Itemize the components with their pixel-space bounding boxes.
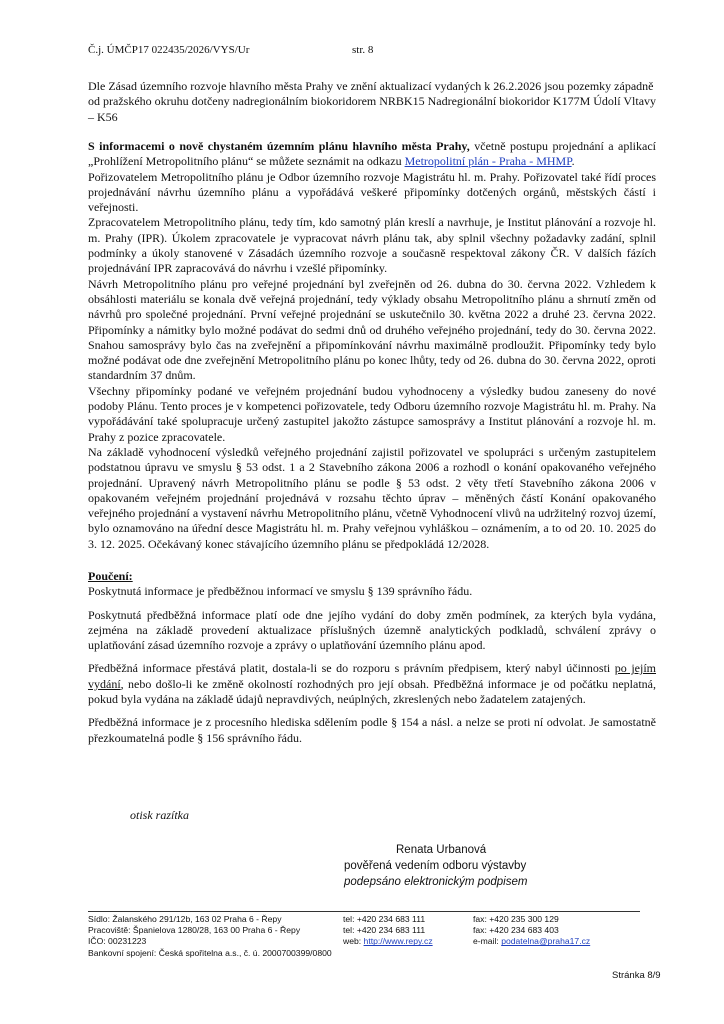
notice-paragraph: Předběžná informace je z procesního hlediska sdělením podle § 154 a násl. a nelze se proti ní odvolat. Je samostatně přezkoumatelná podle § 156 správního řádu. (88, 715, 656, 745)
page-number: Stránka 8/9 (612, 970, 661, 981)
signature-block (344, 842, 527, 890)
notice-section (88, 569, 656, 746)
email-link[interactable]: podatelna@praha17.cz (501, 936, 591, 947)
info-lead-end: . (571, 154, 575, 169)
footer-email (473, 936, 590, 947)
footer-workplace: Pracoviště: Španielova 1280/28, 163 00 Praha 6 - Řepy (88, 925, 301, 936)
metropolitan-plan-link[interactable]: Metropolitní plán - Praha - MHMP (404, 154, 572, 169)
footer-address (88, 914, 332, 959)
footer-bank: Bankovní spojení: Česká spořitelna a.s., č. ú. 2000700399/0800 (88, 947, 332, 958)
signatory-name: Renata Urbanová (396, 844, 487, 856)
info-paragraph: Všechny připomínky podané ve veřejném projednání budou vyhodnoceny a výsledky budou zaneseny do nové podoby Plánu. Tento proces je v kompetenci pořizovatele, tedy Odboru územního rozvoje Magistrátu hl. m. Prahy. Na vypořádávání také spolupracuje určený zastupitel jakožto zástupce samosprávy a Institut plánování a rozvoje hl. m. Prahy z pozice zpracovatele. (88, 383, 656, 444)
info-lead-bold: S informacemi o nově chystaném územním plánu hlavního města Prahy, (88, 139, 470, 153)
footer-tel: tel: +420 234 683 111 (343, 914, 426, 924)
metropolitan-plan-info (88, 139, 656, 552)
info-paragraph: Pořizovatelem Metropolitního plánu je Odbor územního rozvoje Magistrátu hl. m. Prahy. Pořizovatel také řídí proces projednávání návrhu územního plánu a vypořádává veškeré připomínky dotčených orgánů, městských částí i veřejnosti. (88, 169, 656, 215)
page-indicator: str. 8 (352, 44, 374, 56)
electronic-signature-note: podepsáno elektronickým podpisem (344, 876, 528, 888)
info-lead-rest: včetně postupu projednání a aplikací „Prohlížení Metropolitního plánu“ se můžete seznámit na odkazu (88, 139, 656, 169)
info-paragraph: Návrh Metropolitního plánu pro veřejné projednání byl zveřejněn od 26. dubna do 30. června 2022. Vzhledem k obsáhlosti materiálu se konala dvě veřejná projednání, tedy výklady obsahu Metropolitního plánu a shrnutí změn od návrhů pro společné projednání. První veřejné projednání se uskutečnilo 30. května 2022 a druhé 23. června 2022. Připomínky a námitky bylo možné podávat do sedmi dnů od druhého veřejného projednání, tedy do 30. června 2022. Snahou samosprávy bylo čas na zveřejnění a připomínkování návrhu maximálně prodloužit. Připomínky tedy bylo možné podávat ode dne zveřejnění Metropolitního plánu po konec lhůty, tedy od 26. dubna do 30. června 2022, oproti standardním 37 dnům. (88, 276, 656, 383)
intro-text: Dle Zásad územního rozvoje hlavního města Prahy ve znění aktualizací vydaných k 26.2.2026 jsou pozemky západně od pražského okruhu dotčeny nadregionálním biokoridorem NRBK15 Nadregionální biokoridor K177M Údolí Vltavy – K56 (88, 79, 657, 124)
footer-tel: tel: +420 234 683 111 (343, 925, 426, 936)
stamp-placeholder: otisk razítka (130, 808, 189, 822)
notice-paragraph: Poskytnutá předběžná informace platí ode dne jejího vydání do doby změn podmínek, za kterých byla vydána, zejména na základě provedení aktualizace příslušných územně analytických podkladů, schválení zprávy o uplatňování zásad územního rozvoje a zprávy o uplatňování územního plánu apod. (88, 607, 656, 653)
footer-seat: Sídlo: Žalanského 291/12b, 163 02 Praha 6 - Řepy (88, 914, 282, 924)
info-paragraph: Zpracovatelem Metropolitního plánu, tedy tím, kdo samotný plán kreslí a navrhuje, je Institut plánování a rozvoje hl. m. Prahy (IPR). Úkolem zpracovatele je vypracovat návrh plánu tak, aby splnil všechny požadavky zadání, splnil podmínky a úkoly stanovené v Zásadách územního rozvoje a současně respektoval zákony ČR. V dalších fázích projednávání IPR zapracovává do návrhu i vzešlé připomínky. (88, 215, 656, 276)
notice-paragraph: Poskytnutá informace je předběžnou informací ve smyslu § 139 správního řádu. (88, 584, 473, 599)
website-link[interactable]: http://www.repy.cz (363, 936, 433, 947)
footer-contacts (343, 914, 433, 948)
notice-paragraph (88, 661, 656, 707)
footer-ico: IČO: 00231223 (88, 936, 147, 947)
footer-divider (88, 911, 640, 912)
footer-web-label: web: (343, 936, 364, 947)
notice-p3-end: , nebo došlo-li ke změně okolností rozhodných pro její obsah. Předběžná informace je od počátku neplatná, pokud byla vydána na základě údajů nepravdivých, neúplných, zkreslených nebo žadatelem zatajených. (88, 676, 656, 707)
footer-fax: fax: +420 234 683 403 (473, 925, 559, 936)
notice-heading: Poučení: (88, 569, 133, 583)
info-paragraph: Na základě vyhodnocení výsledků veřejného projednání zajistil pořizovatel ve spolupráci s určeným zastupitelem podstatnou úpravu ve smyslu § 53 odst. 1 a 2 Stavebního zákona 2006 a rozhodl o konání opakovaného veřejného projednání. Upravený návrh Metropolitního plánu se podle § 53 odst. 2 věty třetí Stavebního zákona 2006 v opakovaném veřejném projednání projednává v rozsahu těchto úprav – měněných částí Konání opakovaného veřejného projednání a vystavení návrhu Metropolitního plánu, včetně Vyhodnocení vlivů na udržitelný rozvoj území, bylo oznamováno na úřední desce Magistrátu hl. m. Prahy veřejnou vyhláškou – oznámením, a to od 20. 10. 2025 do 3. 12. 2025. Očekávaný konec stávajícího územního plánu se předpokládá 12/2028. (88, 444, 656, 551)
footer-web (343, 936, 433, 947)
intro-paragraph (88, 79, 656, 125)
footer-email-label: e-mail: (473, 936, 502, 947)
reference-number: Č.j. ÚMČP17 022435/2026/VYS/Ur (88, 44, 250, 56)
notice-p3-underlined: po jejím vydání (88, 661, 657, 691)
signatory-role: pověřená vedením odboru výstavby (344, 860, 527, 872)
notice-p3-start: Předběžná informace přestává platit, dostala-li se do rozporu s právním předpisem, který nabyl účinnosti (88, 661, 615, 676)
footer-fax-email (473, 914, 590, 948)
info-lead (88, 139, 656, 170)
footer-fax: fax: +420 235 300 129 (473, 914, 559, 924)
